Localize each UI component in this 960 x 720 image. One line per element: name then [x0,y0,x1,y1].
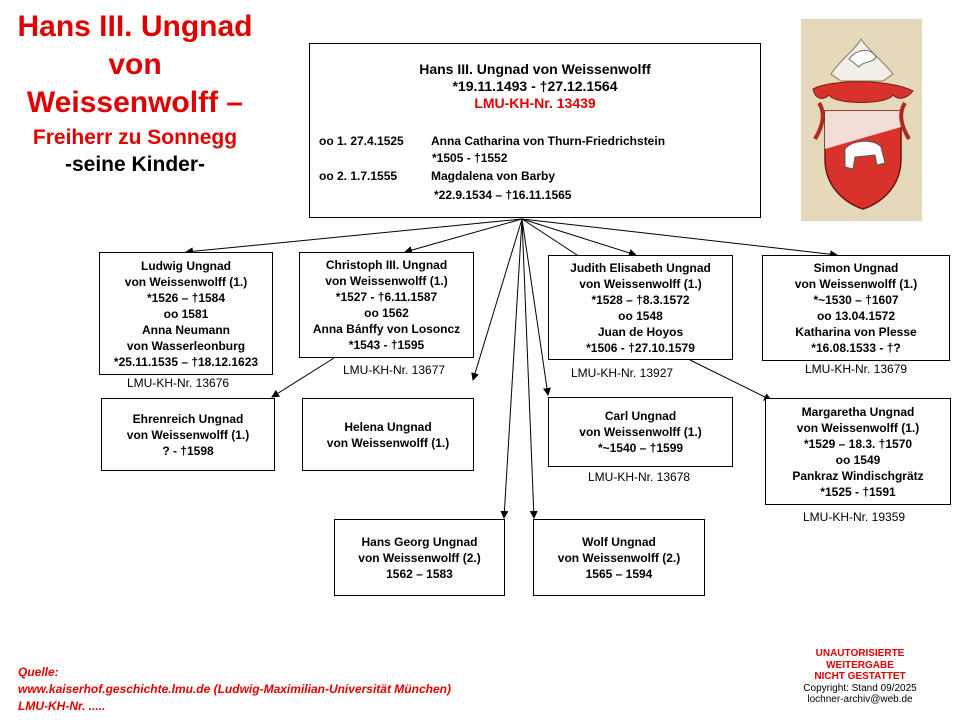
copyright-warning-3: NICHT GESTATTET [814,671,906,682]
judith-line-5: Juan de Hoyos [597,324,684,339]
child-box-ehrenreich [101,398,275,471]
christoph-line-1: Christoph III. Ungnad [325,258,448,272]
copyright-note [790,648,930,706]
wolf-line-1: Wolf Ungnad [582,534,656,549]
line-to-margaretha [690,360,771,400]
christoph-line-6: *1543 - †1595 [348,338,425,352]
helena-line-1: Helena Ungnad [344,419,432,434]
helena-line-2: von Weissenwolff (1.) [326,435,450,450]
marriage1-dates: *1505 - †1552 [432,151,508,165]
margaretha-line-3: *1529 – 18.3. †1570 [803,436,913,451]
ludwig-line-2: von Weissenwolff (1.) [124,274,248,289]
ludwig-line-3: *1526 – †1584 [146,290,226,305]
ludwig-line-1: Ludwig Ungnad [141,258,231,273]
title-line-1: Hans III. Ungnad [17,10,253,43]
child-box-ludwig [99,252,273,375]
ludwig-lmu: LMU-KH-Nr. 13676 [127,376,230,390]
ehrenreich-line-2: von Weissenwolff (1.) [126,427,250,442]
hansgeorg-line-3: 1562 – 1583 [386,566,453,581]
line-to-judith [522,219,636,255]
title-line-4: Freiherr zu Sonnegg [32,126,238,149]
line-to-ehrenreich [272,358,334,397]
margaretha-line-6: *1525 - †1591 [820,484,896,499]
ehrenreich-line-1: Ehrenreich Ungnad [132,411,244,426]
judith-line-4: oo 1548 [618,308,663,323]
title-line-3: Weissenwolff – [26,86,244,119]
source-note [18,664,451,715]
carl-line-1: Carl Ungnad [604,409,677,423]
ehrenreich-line-3: ? - †1598 [162,443,214,458]
copyright-warning-2: WEITERGABE [826,659,894,671]
child-box-christoph [299,252,474,358]
marriage2-label: oo 2. 1.7.1555 [319,169,398,183]
source-line-1: Quelle: [18,665,59,679]
judith-line-1: Judith Elisabeth Ungnad [570,260,711,275]
title-line-2: von [108,48,162,81]
coat-of-arms-icon [801,19,922,221]
wolf-line-3: 1565 – 1594 [585,566,653,581]
ludwig-line-5: Anna Neumann [141,322,230,337]
marriage2-spouse: Magdalena von Barby [431,169,556,183]
copyright-warning-1: UNAUTORISIERTE [815,648,905,659]
simon-line-3: *~1530 – †1607 [813,293,899,307]
copyright-stand: Copyright: Stand 09/2025 [803,682,917,694]
page-title [0,8,270,178]
child-box-judith [548,255,733,360]
coat-of-arms-image [801,19,922,221]
main-name: Hans III. Ungnad von Weissenwolff [419,61,651,77]
margaretha-line-2: von Weissenwolff (1.) [796,420,920,435]
ludwig-line-7: *25.11.1535 – †18.12.1623 [113,354,259,369]
judith-line-6: *1506 - †27.10.1579 [586,340,695,355]
carl-line-2: von Weissenwolff (1.) [579,425,702,439]
margaretha-line-1: Margaretha Ungnad [801,404,915,419]
line-to-helena [473,219,522,380]
judith-line-2: von Weissenwolff (1.) [579,276,702,291]
ludwig-line-6: von Wasserleonburg [126,338,246,353]
christoph-line-2: von Weissenwolff (1.) [325,274,448,288]
child-box-wolf [533,519,705,596]
simon-line-2: von Weissenwolff (1.) [794,277,918,291]
carl-lmu: LMU-KH-Nr. 13678 [588,470,691,484]
line-to-christoph [405,219,522,252]
line-to-wolf [522,219,534,518]
hansgeorg-line-1: Hans Georg Ungnad [361,534,478,549]
main-dates: *19.11.1493 - †27.12.1564 [452,78,618,94]
copyright-email: lochner-archiv@web.de [807,694,913,705]
marriage2-dates: *22.9.1534 – †16.11.1565 [434,188,572,202]
ludwig-line-4: oo 1581 [163,306,209,321]
simon-lmu: LMU-KH-Nr. 13679 [805,362,908,376]
child-box-simon [762,255,950,361]
main-person-box [309,43,761,218]
christoph-line-4: oo 1562 [364,306,409,320]
hansgeorg-line-2: von Weissenwolff (2.) [358,550,481,565]
main-lmu: LMU-KH-Nr. 13439 [474,95,596,111]
line-to-hansgeorg [504,219,522,518]
simon-line-1: Simon Ungnad [813,261,899,275]
margaretha-line-5: Pankraz Windischgrätz [792,468,924,483]
christoph-line-3: *1527 - †6.11.1587 [335,290,438,304]
margaretha-line-4: oo 1549 [835,452,881,467]
christoph-line-5: Anna Bánffy von Losoncz [312,322,461,336]
carl-line-3: *~1540 – †1599 [597,441,684,455]
title-line-5: -seine Kinder- [64,153,206,176]
margaretha-lmu: LMU-KH-Nr. 19359 [803,510,906,524]
marriage1-spouse: Anna Catharina von Thurn-Friedrichstein [431,134,666,148]
judith-line-3: *1528 – †8.3.1572 [591,292,690,307]
child-box-helena [302,398,474,471]
child-box-carl [548,397,733,467]
source-lmu: LMU-KH-Nr. ..... [18,699,106,713]
child-box-hansgeorg [334,519,505,596]
line-to-ludwig [186,219,522,252]
child-box-margaretha [765,398,951,505]
source-url: www.kaiserhof.geschichte.lmu.de (Ludwig-Maximilian-Universität München) [18,682,451,696]
simon-line-5: Katharina von Plesse [795,325,917,339]
marriage1-label: oo 1. 27.4.1525 [319,134,404,148]
christoph-lmu: LMU-KH-Nr. 13677 [343,363,446,377]
simon-line-6: *16.08.1533 - †? [811,341,901,355]
judith-lmu: LMU-KH-Nr. 13927 [571,366,674,380]
simon-line-4: oo 13.04.1572 [816,309,896,323]
wolf-line-2: von Weissenwolff (2.) [557,550,681,565]
